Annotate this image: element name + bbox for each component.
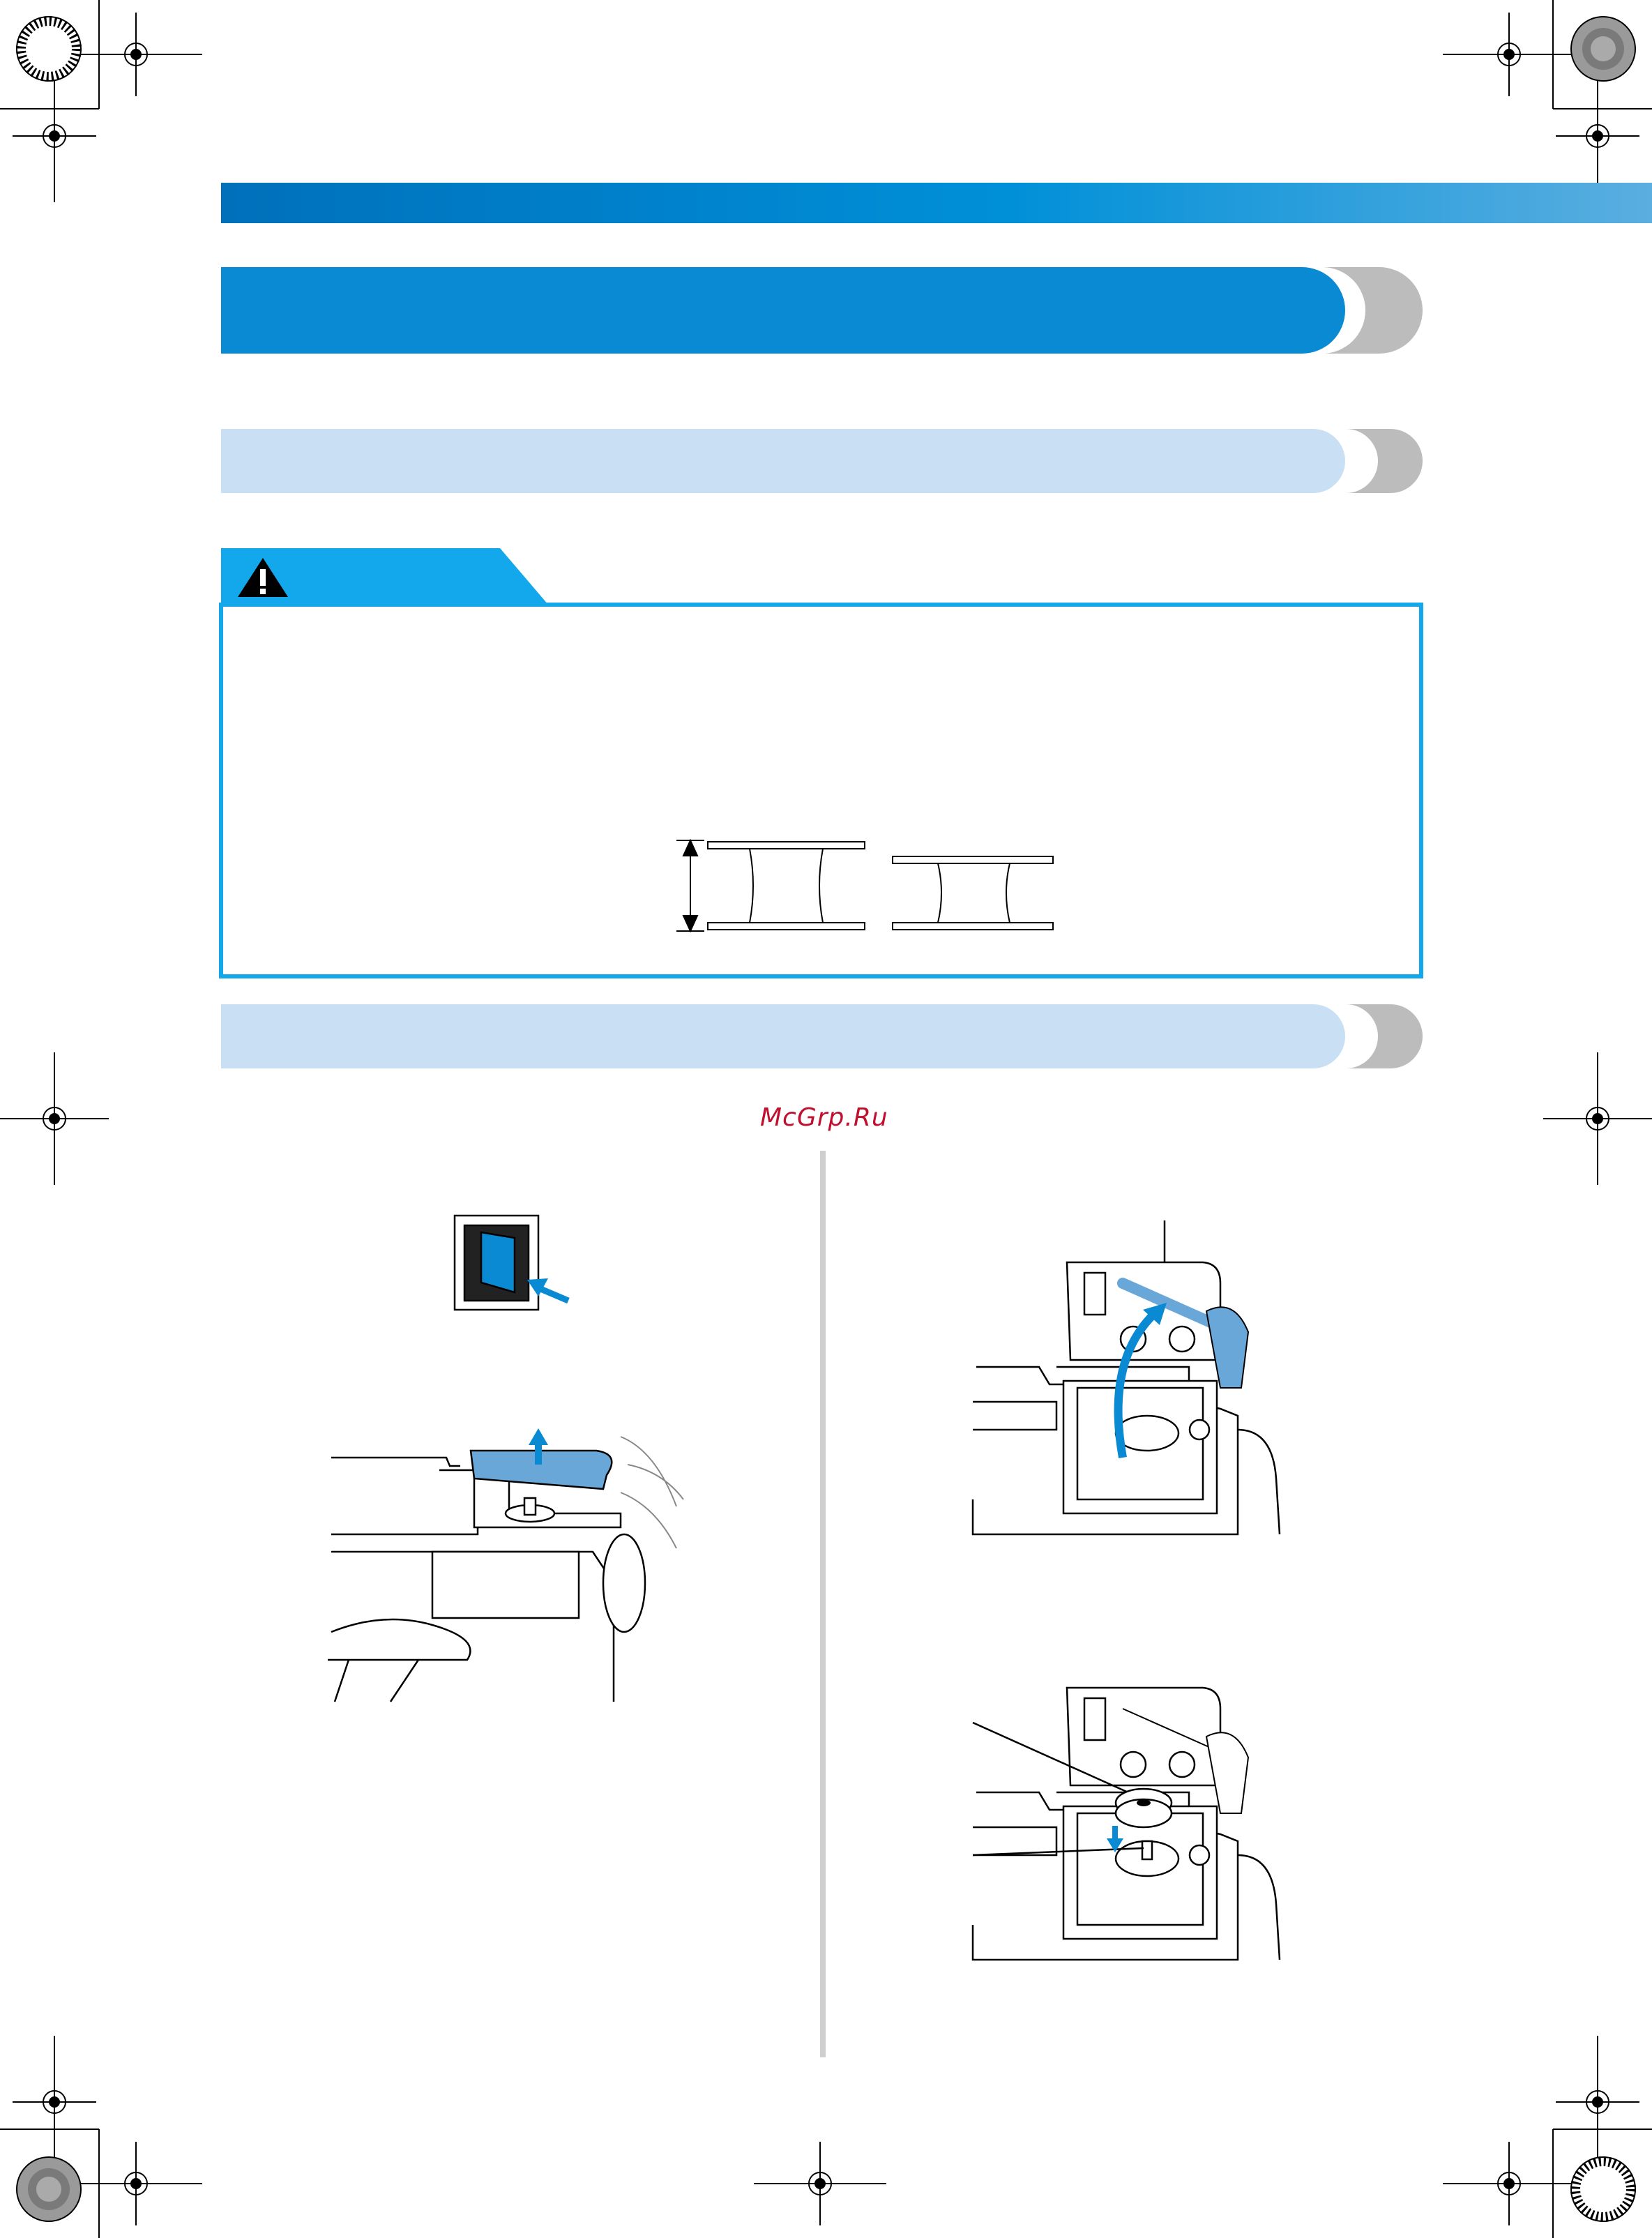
- power-switch-illustration: [446, 1210, 579, 1315]
- pull-up-spool-pin-illustration: [973, 1220, 1301, 1548]
- open-top-cover-illustration: [328, 1423, 690, 1702]
- column-divider: [820, 1151, 826, 2057]
- header-bar: [221, 183, 1652, 223]
- place-bobbin-on-shaft-illustration: [973, 1674, 1301, 1967]
- double-arrow-icon: [676, 840, 704, 931]
- section-title-bar: [221, 267, 1345, 354]
- bobbin-icon: [893, 856, 1053, 930]
- bobbin-icon: [1116, 1789, 1172, 1827]
- bobbin-comparison-illustration: [669, 833, 1060, 938]
- watermark: McGrp.Ru: [760, 1103, 888, 1132]
- subheading-bar-1: [221, 429, 1345, 493]
- bobbin-icon: [708, 842, 865, 930]
- subheading-bar-2: [221, 1004, 1345, 1068]
- exclamation-warning-icon: [235, 555, 291, 600]
- power-switch-icon: [455, 1216, 538, 1310]
